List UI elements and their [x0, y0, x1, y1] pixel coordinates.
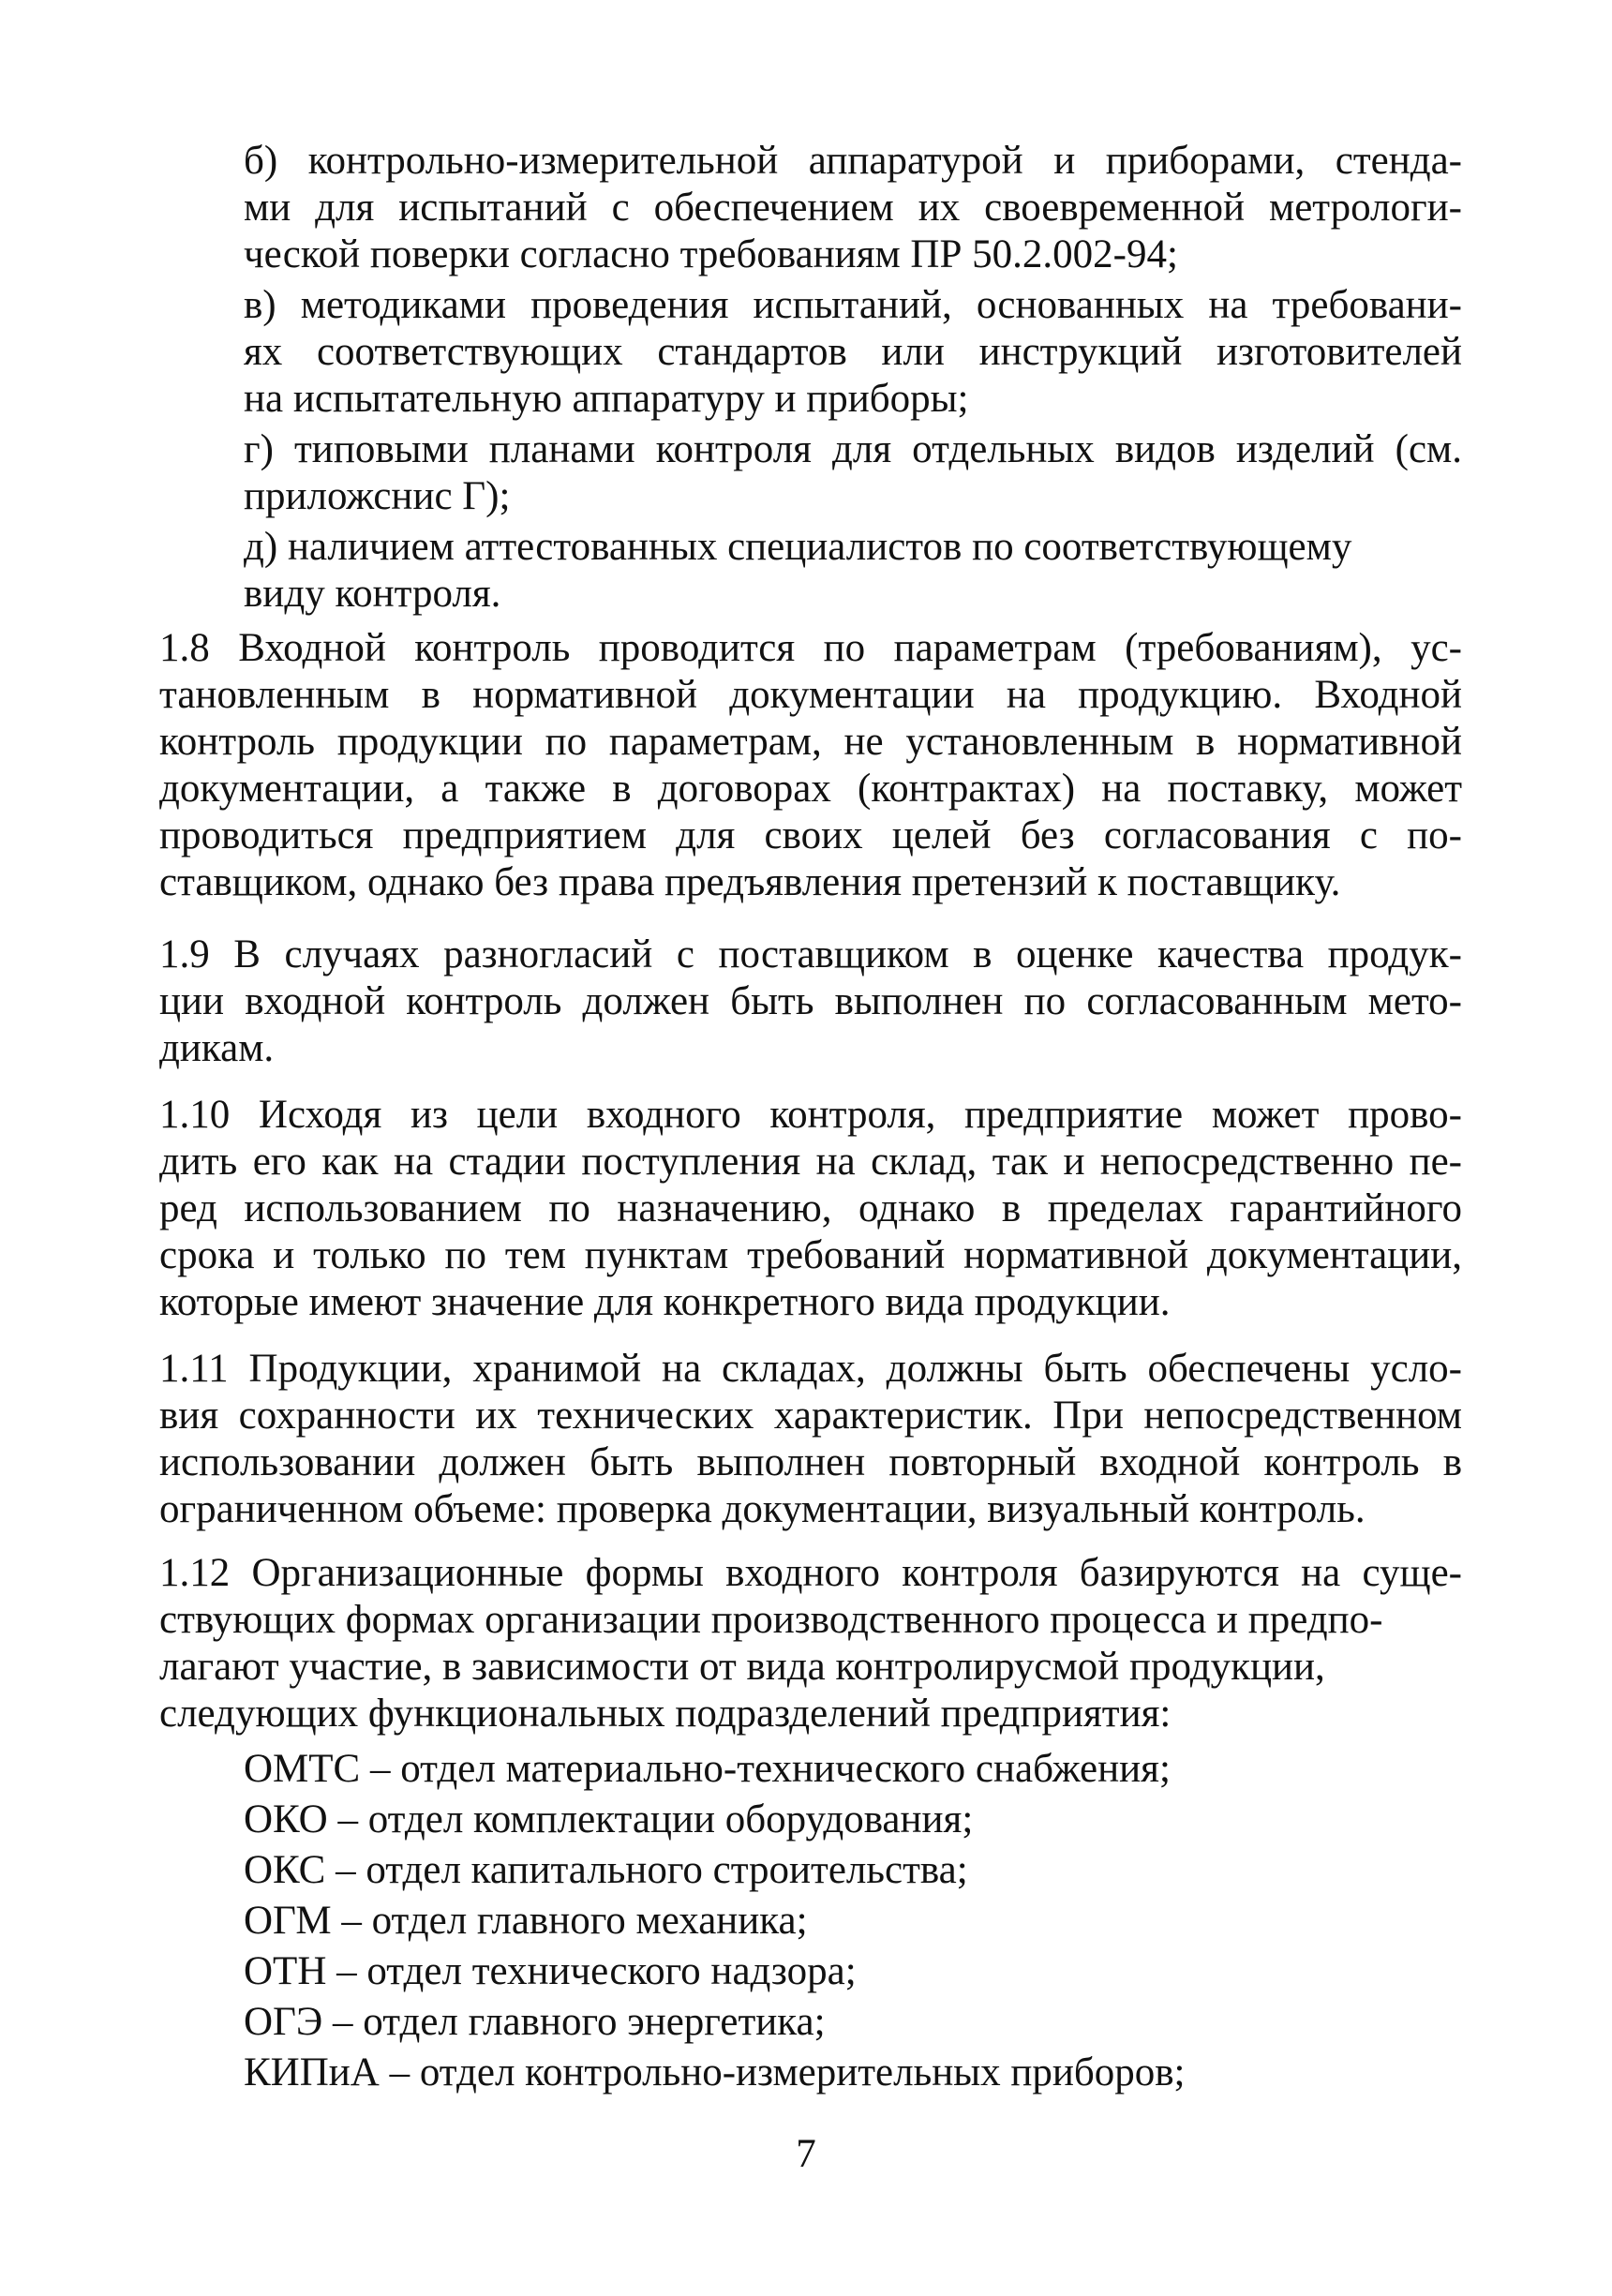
- text-line: г) типовыми планами контроля для отдельных видов изделий (см.: [244, 427, 1462, 471]
- text-line: виду контроля.: [244, 572, 501, 616]
- text-line: использовании должен быть выполнен повторный входной контроль в: [159, 1440, 1462, 1484]
- text-line: в) методиками проведения испытаний, основанных на требовани-: [244, 283, 1462, 327]
- text-line: тановленным в нормативной документации на продукцию. Входной: [159, 673, 1462, 717]
- text-line: дикам.: [159, 1026, 275, 1070]
- text-line: 1.8 Входной контроль проводится по параметрам (требованиям), ус-: [159, 626, 1462, 670]
- text-line: ред использованием по назначению, однако в пределах гарантийного: [159, 1186, 1462, 1230]
- text-line: документации, а также в договорах (контрактах) на поставку, может: [159, 767, 1462, 811]
- text-line: б) контрольно-измерительной аппаратурой и приборами, стенда-: [244, 139, 1462, 183]
- text-line: 1.12 Организационные формы входного контроля базируются на суще-: [159, 1551, 1462, 1595]
- text-line: приложснис Г);: [244, 474, 511, 518]
- text-line: следующих функциональных подразделений предприятия:: [159, 1692, 1172, 1736]
- list-item: ОГЭ – отдел главного энергетика;: [244, 2000, 826, 2044]
- list-item: ОМТС – отдел материально-технического снабжения;: [244, 1747, 1171, 1791]
- text-line: 1.9 В случаях разногласий с поставщиком в оценке качества продук-: [159, 932, 1462, 977]
- text-line: которые имеют значение для конкретного вида продукции.: [159, 1280, 1171, 1324]
- page-number: 7: [796, 2132, 816, 2176]
- text-line: на испытательную аппаратуру и приборы;: [244, 377, 969, 421]
- text-line: срока и только по тем пунктам требований нормативной документации,: [159, 1233, 1462, 1277]
- list-item: КИПиА – отдел контрольно-измерительных приборов;: [244, 2050, 1186, 2095]
- list-item: ОКО – отдел комплектации оборудования;: [244, 1797, 974, 1841]
- text-line: ствующих формах организации производственного процесса и предпо-: [159, 1598, 1383, 1642]
- text-line: ограниченном объеме: проверка документации, визуальный контроль.: [159, 1487, 1366, 1531]
- text-line: дить его как на стадии поступления на склад, так и непосредственно пе-: [159, 1140, 1462, 1184]
- text-line: д) наличием аттестованных специалистов по соответствующему: [244, 525, 1352, 569]
- list-item: ОКС – отдел капитального строительства;: [244, 1848, 968, 1892]
- text-line: контроль продукции по параметрам, не установленным в нормативной: [159, 720, 1462, 764]
- text-line: ях соответствующих стандартов или инструкций изготовителей: [244, 330, 1462, 374]
- text-line: ставщиком, однако без права предъявления претензий к поставщику.: [159, 860, 1341, 904]
- text-line: ческой поверки согласно требованиям ПР 50.2.002-94;: [244, 232, 1178, 276]
- list-item: ОГМ – отдел главного механика;: [244, 1899, 808, 1943]
- text-line: лагают участие, в зависимости от вида контролирусмой продукции,: [159, 1645, 1325, 1689]
- text-line: ми для испытаний с обеспечением их своевременной метрологи-: [244, 186, 1462, 230]
- text-line: 1.10 Исходя из цели входного контроля, предприятие может прово-: [159, 1093, 1462, 1137]
- text-line: ции входной контроль должен быть выполнен по согласованным мето-: [159, 979, 1462, 1023]
- text-line: проводиться предприятием для своих целей без согласования с по-: [159, 813, 1462, 857]
- text-line: вия сохранности их технических характеристик. При непосредственном: [159, 1394, 1462, 1438]
- list-item: ОТН – отдел технического надзора;: [244, 1949, 857, 1993]
- text-line: 1.11 Продукции, хранимой на складах, должны быть обеспечены усло-: [159, 1347, 1462, 1391]
